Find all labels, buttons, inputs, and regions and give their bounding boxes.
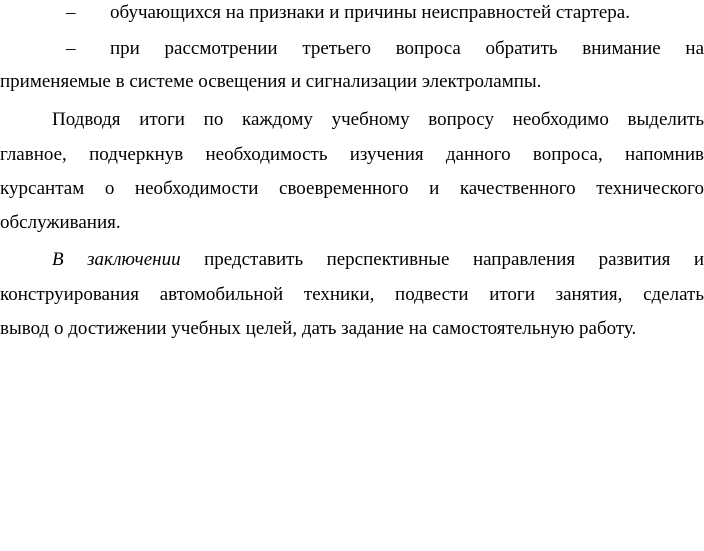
paragraph-text-rest: представить перспективные направления развития и <box>204 249 704 270</box>
bullet-text-continuation: применяемые в системе освещения и сигнализации электролампы. <box>0 71 542 92</box>
dash-marker: – <box>66 2 76 23</box>
paragraph-text: обслуживания. <box>0 212 121 233</box>
bullet-text: обучающихся на признаки и причины неисправностей стартера. <box>110 2 630 23</box>
paragraph-1-line-4 <box>0 206 704 240</box>
paragraph-2-line-1 <box>0 243 704 277</box>
paragraph-2-line-2: конструирования автомобильной техники, подвести итоги занятия, сделать <box>0 284 704 305</box>
paragraph-text: Подводя итоги по каждому учебному вопросу необходимо выделить <box>52 109 704 130</box>
paragraph-1-line-1 <box>0 103 704 137</box>
paragraph-text: вывод о достижении учебных целей, дать задание на самостоятельную работу. <box>0 318 637 339</box>
bullet-item-1 <box>0 0 704 30</box>
bullet-item-2-continuation <box>0 65 704 99</box>
paragraph-2-line-3 <box>0 312 704 346</box>
dash-marker: – <box>66 38 76 59</box>
bullet-text: при рассмотрении третьего вопроса обратить внимание на <box>110 38 704 59</box>
paragraph-1-line-2: главное, подчеркнув необходимость изучения данного вопроса, напомнив <box>0 144 704 165</box>
paragraph-1-line-3: курсантам о необходимости своевременного и качественного технического <box>0 178 704 199</box>
paragraph-text <box>52 243 704 277</box>
bullet-item-2 <box>0 32 704 66</box>
italic-lead: В заключении <box>52 249 181 270</box>
